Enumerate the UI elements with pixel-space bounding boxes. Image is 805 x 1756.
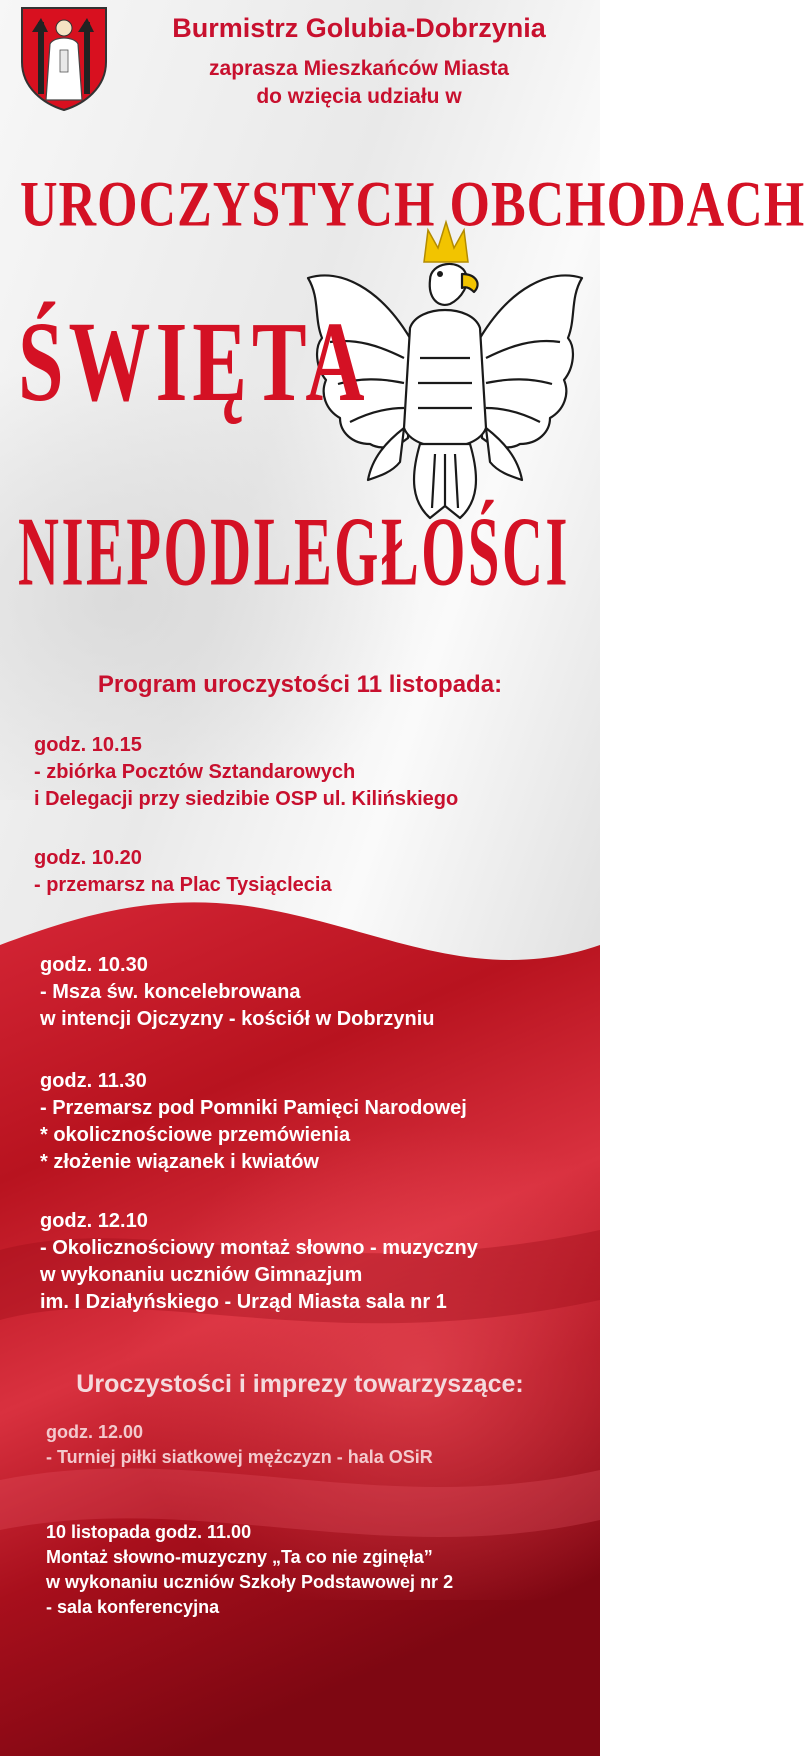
- header-line-1: Burmistrz Golubia-Dobrzynia: [172, 13, 546, 43]
- title-line-3: NIEPODLEGŁOŚCI: [18, 497, 571, 607]
- program-event: [34, 845, 594, 899]
- header-line-3: do wzięcia udziału w: [256, 85, 462, 108]
- event-line: w wykonaniu uczniów Szkoły Podstawowej nr 2: [46, 1572, 454, 1592]
- event-line: - przemarsz na Plac Tysiąclecia: [34, 874, 332, 896]
- event-line: w wykonaniu uczniów Gimnazjum: [40, 1264, 363, 1286]
- event-line: w intencji Ojczyzny - kościół w Dobrzyniu: [40, 1008, 435, 1030]
- title-line-1: UROCZYSTYCH OBCHODACH: [20, 169, 805, 241]
- event-time: godz. 11.30: [40, 1070, 147, 1092]
- event-time: godz. 10.15: [34, 734, 142, 756]
- event-line: i Delegacji przy siedzibie OSP ul. Kilińskiego: [34, 788, 459, 810]
- program-title: Program uroczystości 11 listopada:: [97, 671, 503, 698]
- event-line: - sala konferencyjna: [46, 1597, 220, 1617]
- event-time: godz. 12.00: [46, 1422, 144, 1442]
- event-line: - Przemarsz pod Pomniki Pamięci Narodowej: [40, 1097, 467, 1119]
- accompanying-title: Uroczystości i imprezy towarzyszące:: [76, 1370, 524, 1398]
- accompanying-event: [46, 1520, 606, 1620]
- coat-of-arms-icon: [18, 4, 110, 112]
- event-time: godz. 10.20: [34, 847, 142, 869]
- event-time: 10 listopada godz. 11.00: [46, 1522, 252, 1542]
- event-line: * złożenie wiązanek i kwiatów: [40, 1151, 319, 1173]
- title-line-2: ŚWIĘTA: [18, 297, 370, 426]
- event-line: im. I Działyńskiego - Urząd Miasta sala nr 1: [40, 1291, 447, 1313]
- program-event: [40, 952, 600, 1033]
- program-event: [40, 1068, 600, 1176]
- program-event: [34, 732, 594, 813]
- event-line: - Msza św. koncelebrowana: [40, 981, 301, 1003]
- event-time: godz. 12.10: [40, 1210, 148, 1232]
- accompanying-event: [46, 1420, 606, 1470]
- event-line: Montaż słowno-muzyczny „Ta co nie zginęła”: [46, 1547, 433, 1567]
- event-line: - Turniej piłki siatkowej mężczyzn - hala OSiR: [46, 1447, 433, 1467]
- event-line: - zbiórka Pocztów Sztandarowych: [34, 761, 356, 783]
- event-line: * okolicznościowe przemówienia: [40, 1124, 351, 1146]
- event-time: godz. 10.30: [40, 954, 148, 976]
- event-line: - Okolicznościowy montaż słowno - muzyczny: [40, 1237, 478, 1259]
- header-line-2: zaprasza Mieszkańców Miasta: [209, 57, 509, 80]
- program-event: [40, 1208, 600, 1316]
